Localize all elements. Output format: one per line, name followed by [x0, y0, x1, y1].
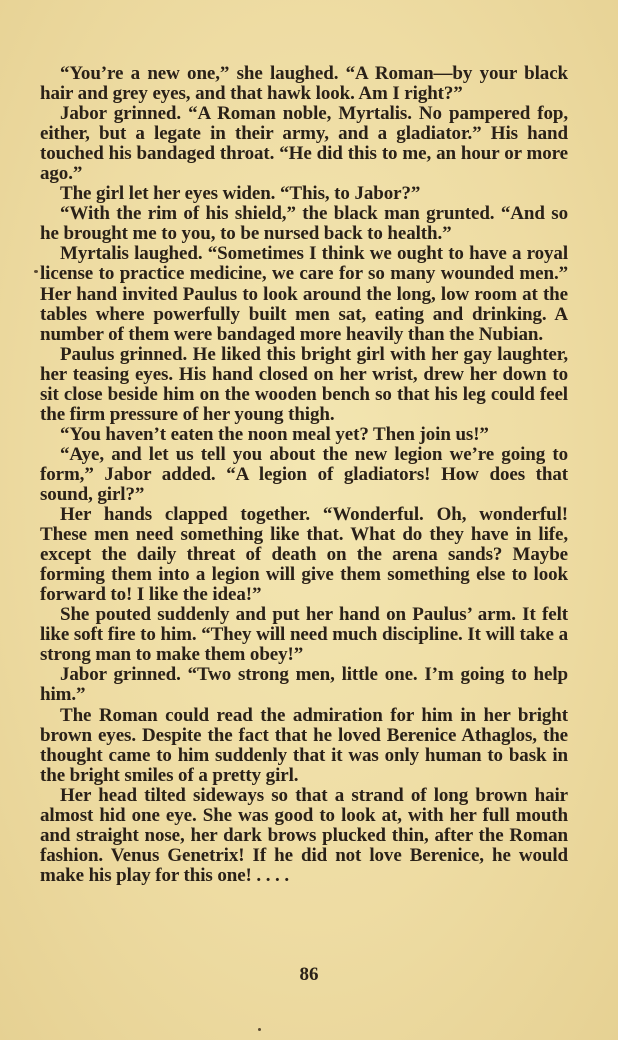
page-number: 86	[299, 964, 319, 985]
ink-speck	[34, 270, 38, 273]
paragraph: Paulus grinned. He liked this bright girl with her gay laughter, her teasing eyes. His hand closed on her wrist, drew her down to sit close beside him on the wooden bench so that his leg could feel the firm pressure of her young thigh.	[40, 343, 568, 425]
paragraph: Her head tilted sideways so that a strand of long brown hair almost hid one eye. She was good to look at, with her full mouth and straight nose, her dark brows plucked thin, after the Roman fashion. Venus Genetrix! If he did not love Berenice, he would make his play for this one! . . . .	[40, 784, 568, 886]
body-text	[40, 64, 568, 886]
paragraph: Myrtalis laughed. “Sometimes I think we ought to have a royal license to practice medicine, we care for so many wounded men.” Her hand invited Paulus to look around the long, low room at the tables where powerfully built men sat, eating and drinking. A number of them were bandaged more heavily than the Nubian.	[40, 243, 568, 345]
paragraph: “Aye, and let us tell you about the new legion we’re going to form,” Jabor added. “A legion of gladiators! How does that sound, girl?”	[40, 443, 568, 505]
paragraph: The Roman could read the admiration for him in her bright brown eyes. Despite the fact that he loved Berenice Athaglos, the thought came to him suddenly that it was only human to bask in the bright smiles of a pretty girl.	[40, 704, 568, 786]
paragraph: She pouted suddenly and put her hand on Paulus’ arm. It felt like soft fire to him. “They will need much discipline. It will take a strong man to make them obey!”	[40, 604, 568, 666]
paragraph: “With the rim of his shield,” the black man grunted. “And so he brought me to you, to be nursed back to health.”	[40, 203, 568, 245]
paragraph: Her hands clapped together. “Wonderful. Oh, wonderful! These men need something like that. What do they have in life, except the daily threat of death on the arena sands? Maybe forming them into a legion will give them something else to look forward to! I like the idea!”	[40, 504, 568, 606]
paragraph: The girl let her eyes widen. “This, to Jabor?”	[60, 183, 421, 205]
paragraph: Jabor grinned. “A Roman noble, Myrtalis. No pampered fop, either, but a legate in their army, and a gladiator.” His hand touched his bandaged throat. “He did this to me, an hour or more ago.”	[40, 103, 568, 185]
ink-speck	[258, 1028, 261, 1031]
paragraph: Jabor grinned. “Two strong men, little one. I’m going to help him.”	[40, 664, 568, 706]
paragraph: “You’re a new one,” she laughed. “A Roman—by your black hair and grey eyes, and that hawk look. Am I right?”	[40, 63, 568, 105]
paragraph: “You haven’t eaten the noon meal yet? Then join us!”	[60, 423, 489, 445]
